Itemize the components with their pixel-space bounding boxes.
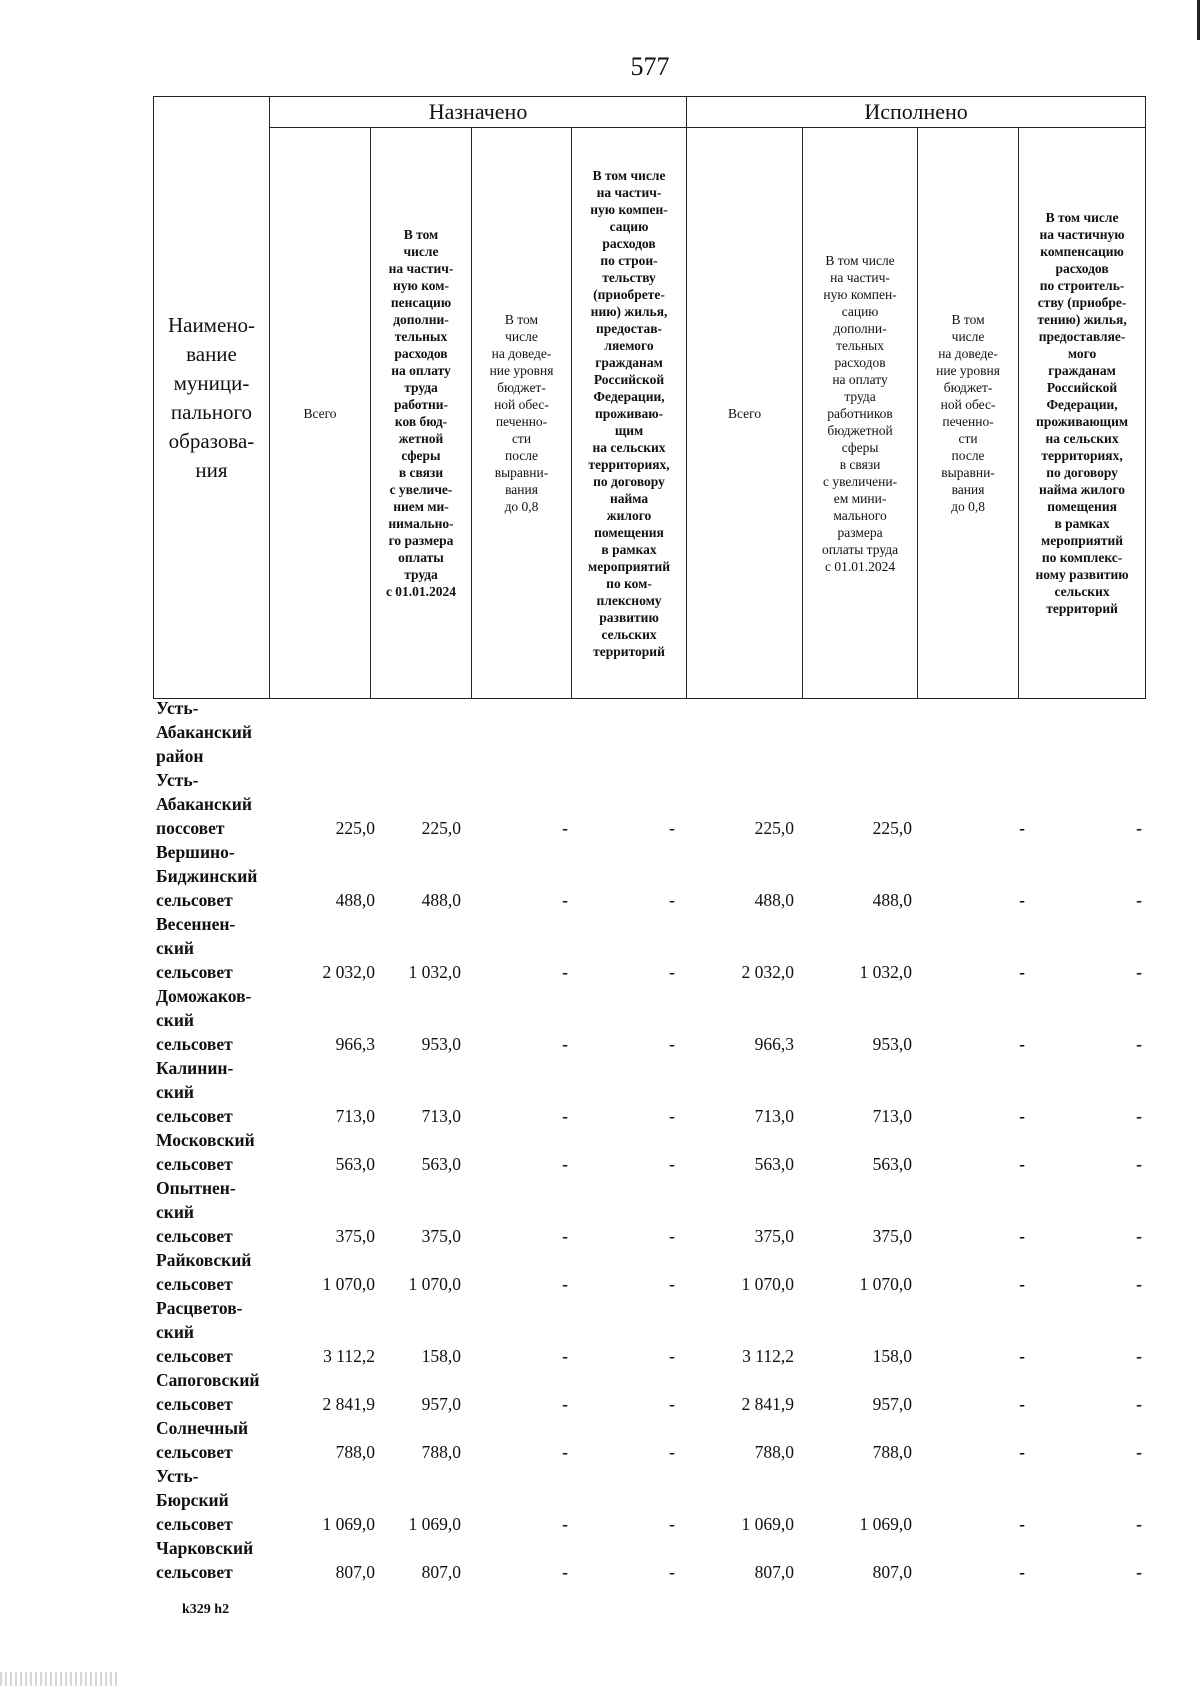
assigned-balance-cell: -: [562, 1346, 568, 1366]
municipality-name-line: ский: [156, 1010, 195, 1030]
municipality-name: [156, 1128, 276, 1176]
assigned-min-wage-cell: 563,0: [421, 1154, 461, 1174]
table-row: [156, 1416, 1156, 1464]
municipality-name-line: Сапоговский: [156, 1370, 260, 1390]
assigned-min-wage-cell: 375,0: [421, 1226, 461, 1246]
municipality-name-line: сельсовет: [156, 1274, 233, 1294]
municipality-name-line: сельсовет: [156, 962, 233, 982]
municipality-name-line: сельсовет: [156, 1346, 233, 1366]
executed-balance-header: В том числе на доведе- ние уровня бюджет- ной обес- печенно- сти после выравни- вания до 0,8: [918, 128, 1019, 699]
executed-balance-cell: -: [1019, 1106, 1025, 1126]
municipality-name: [156, 1368, 276, 1416]
assigned-total-header: Всего: [270, 128, 371, 699]
table-row: [156, 1464, 1156, 1536]
municipality-name-line: сельсовет: [156, 1034, 233, 1054]
executed-total-cell: 488,0: [754, 890, 794, 910]
municipality-name-line: сельсовет: [156, 1106, 233, 1126]
municipality-name-line: Усть-: [156, 1466, 199, 1486]
assigned-total-cell: 488,0: [335, 890, 375, 910]
assigned-housing-cell: -: [669, 1274, 675, 1294]
executed-balance-cell: -: [1019, 1226, 1025, 1246]
municipality-name-line: сельсовет: [156, 1562, 233, 1582]
executed-group-header: Исполнено: [687, 97, 1146, 128]
municipality-name-line: Калинин-: [156, 1058, 234, 1078]
assigned-total-cell: 563,0: [335, 1154, 375, 1174]
assigned-total-cell: 225,0: [335, 818, 375, 838]
assigned-total-cell: 1 070,0: [322, 1274, 375, 1294]
table-row: [156, 1248, 1156, 1296]
assigned-balance-cell: -: [562, 1562, 568, 1582]
assigned-min-wage-cell: 1 070,0: [408, 1274, 461, 1294]
assigned-total-cell: 807,0: [335, 1562, 375, 1582]
assigned-min-wage-cell: 788,0: [421, 1442, 461, 1462]
assigned-min-wage-cell: 957,0: [421, 1394, 461, 1414]
table-row: [156, 1296, 1156, 1368]
table-row: [156, 1536, 1156, 1584]
municipality-name-line: Опытнен-: [156, 1178, 236, 1198]
executed-min-wage-cell: 158,0: [872, 1346, 912, 1366]
assigned-min-wage-cell: 1 032,0: [408, 962, 461, 982]
municipality-name: [156, 1056, 276, 1128]
executed-min-wage-cell: 957,0: [872, 1394, 912, 1414]
assigned-housing-cell: -: [669, 1346, 675, 1366]
municipality-name-line: ский: [156, 1322, 195, 1342]
municipality-name-line: Солнечный: [156, 1418, 249, 1438]
executed-total-cell: 2 841,9: [741, 1394, 794, 1414]
assigned-balance-cell: -: [562, 1034, 568, 1054]
executed-min-wage-cell: 488,0: [872, 890, 912, 910]
municipality-name-line: Вершино-: [156, 842, 235, 862]
executed-housing-cell: -: [1136, 1154, 1142, 1174]
executed-min-wage-cell: 1 069,0: [859, 1514, 912, 1534]
municipality-name-line: ский: [156, 938, 195, 958]
executed-housing-cell: -: [1136, 1274, 1142, 1294]
assigned-total-cell: 788,0: [335, 1442, 375, 1462]
executed-housing-cell: -: [1136, 1226, 1142, 1246]
executed-total-cell: 563,0: [754, 1154, 794, 1174]
assigned-housing-cell: -: [669, 890, 675, 910]
assigned-housing-cell: -: [669, 1562, 675, 1582]
executed-min-wage-cell: 225,0: [872, 818, 912, 838]
municipality-name-line: сельсовет: [156, 1442, 233, 1462]
executed-balance-cell: -: [1019, 1034, 1025, 1054]
assigned-balance-cell: -: [562, 1154, 568, 1174]
municipality-name: [156, 1248, 276, 1296]
assigned-total-cell: 2 841,9: [322, 1394, 375, 1414]
executed-min-wage-cell: 713,0: [872, 1106, 912, 1126]
municipality-name: [156, 768, 276, 840]
municipality-name: [156, 1416, 276, 1464]
executed-total-cell: 1 069,0: [741, 1514, 794, 1534]
executed-min-wage-cell: 953,0: [872, 1034, 912, 1054]
assigned-total-cell: 966,3: [335, 1034, 375, 1054]
row-list: [156, 768, 1156, 1584]
municipality-name-line: сельсовет: [156, 1394, 233, 1414]
assigned-balance-header: В том числе на доведе- ние уровня бюджет- ной обес- печенно- сти после выравни- вания до 0,8: [472, 128, 572, 699]
municipality-name-line: Доможаков-: [156, 986, 252, 1006]
assigned-housing-cell: -: [669, 1226, 675, 1246]
executed-balance-cell: -: [1019, 1346, 1025, 1366]
municipality-name: [156, 1176, 276, 1248]
executed-total-cell: 375,0: [754, 1226, 794, 1246]
table-row: [156, 768, 1156, 840]
scan-artifact: [0, 1672, 120, 1686]
executed-housing-cell: -: [1136, 1514, 1142, 1534]
municipality-name: [156, 840, 276, 912]
assigned-min-wage-cell: 807,0: [421, 1562, 461, 1582]
assigned-balance-cell: -: [562, 1514, 568, 1534]
municipality-name-line: Райковский: [156, 1250, 252, 1270]
municipality-name: [156, 912, 276, 984]
assigned-min-wage-header: В том числе на частич- ную ком- пенсацию дополни- тельных расходов на оплату труда работни- ков бюд- жетной сферы в связи с увеличе- нием ми- нимально- го размера оплаты труда с 01.01.2024: [371, 128, 472, 699]
executed-balance-cell: -: [1019, 1154, 1025, 1174]
executed-balance-cell: -: [1019, 962, 1025, 982]
table-row: [156, 1368, 1156, 1416]
assigned-housing-cell: -: [669, 1442, 675, 1462]
executed-total-cell: 1 070,0: [741, 1274, 794, 1294]
footer-code: k329 h2: [182, 1602, 230, 1617]
assigned-housing-cell: -: [669, 1514, 675, 1534]
municipality-name-line: ский: [156, 1082, 195, 1102]
municipality-name-header: Наимено- вание муници- пального образова- ния: [154, 97, 270, 699]
table-header: [153, 96, 1146, 699]
assigned-housing-cell: -: [669, 1106, 675, 1126]
assigned-balance-cell: -: [562, 962, 568, 982]
assigned-housing-cell: -: [669, 962, 675, 982]
municipality-name-line: сельсовет: [156, 1154, 233, 1174]
executed-total-cell: 966,3: [754, 1034, 794, 1054]
assigned-balance-cell: -: [562, 1394, 568, 1414]
table-row: [156, 912, 1156, 984]
assigned-total-cell: 713,0: [335, 1106, 375, 1126]
executed-balance-cell: -: [1019, 818, 1025, 838]
table-row: [156, 1176, 1156, 1248]
executed-total-cell: 807,0: [754, 1562, 794, 1582]
assigned-min-wage-cell: 713,0: [421, 1106, 461, 1126]
municipality-name-line: Бюрский: [156, 1490, 229, 1510]
assigned-housing-cell: -: [669, 818, 675, 838]
assigned-min-wage-cell: 953,0: [421, 1034, 461, 1054]
assigned-min-wage-cell: 158,0: [421, 1346, 461, 1366]
municipality-name-line: Усть-: [156, 770, 199, 790]
municipality-name: [156, 1296, 276, 1368]
assigned-min-wage-cell: 225,0: [421, 818, 461, 838]
executed-balance-cell: -: [1019, 890, 1025, 910]
executed-min-wage-cell: 807,0: [872, 1562, 912, 1582]
executed-balance-cell: -: [1019, 1442, 1025, 1462]
municipality-name-line: Московский: [156, 1130, 255, 1150]
executed-balance-cell: -: [1019, 1562, 1025, 1582]
assigned-group-header: Назначено: [270, 97, 687, 128]
district-title: Усть- Абаканский район: [156, 698, 252, 766]
table-row: [156, 840, 1156, 912]
assigned-housing-cell: -: [669, 1034, 675, 1054]
executed-housing-cell: -: [1136, 890, 1142, 910]
municipality-name-line: поссовет: [156, 818, 225, 838]
assigned-balance-cell: -: [562, 890, 568, 910]
executed-housing-cell: -: [1136, 1442, 1142, 1462]
executed-housing-cell: -: [1136, 1034, 1142, 1054]
executed-min-wage-cell: 375,0: [872, 1226, 912, 1246]
executed-total-cell: 225,0: [754, 818, 794, 838]
executed-min-wage-cell: 788,0: [872, 1442, 912, 1462]
assigned-housing-cell: -: [669, 1154, 675, 1174]
municipality-name-line: Биджинский: [156, 866, 258, 886]
page-number: 577: [630, 52, 670, 81]
executed-balance-cell: -: [1019, 1514, 1025, 1534]
executed-total-cell: 3 112,2: [742, 1346, 794, 1366]
assigned-housing-header: В том числе на частич- ную компен- сацию расходов по строи- тельству (приобрете- нию) жилья, предостав- ляемого гражданам Российской Федерации, проживаю- щим на сельских территориях, по договору найма жилого помещения в рамках мероприятий по ком- плексному развитию сельских территорий: [572, 128, 687, 699]
table-body: [156, 696, 1156, 1584]
assigned-balance-cell: -: [562, 1106, 568, 1126]
executed-min-wage-header: В том числе на частич- ную компен- сацию дополни- тельных расходов на оплату труда работников бюджетной сферы в связи с увеличени- ем мини- мального размера оплаты труда с 01.01.2024: [803, 128, 918, 699]
executed-housing-cell: -: [1136, 962, 1142, 982]
municipality-name-line: сельсовет: [156, 1514, 233, 1534]
executed-balance-cell: -: [1019, 1274, 1025, 1294]
assigned-balance-cell: -: [562, 1442, 568, 1462]
municipality-name-line: сельсовет: [156, 890, 233, 910]
municipality-name-line: Весеннен-: [156, 914, 236, 934]
executed-housing-cell: -: [1136, 818, 1142, 838]
executed-min-wage-cell: 1 070,0: [859, 1274, 912, 1294]
assigned-balance-cell: -: [562, 1226, 568, 1246]
table-row: [156, 1056, 1156, 1128]
executed-total-header: Всего: [687, 128, 803, 699]
assigned-min-wage-cell: 488,0: [421, 890, 461, 910]
municipality-name-line: Чарковский: [156, 1538, 254, 1558]
assigned-housing-cell: -: [669, 1394, 675, 1414]
executed-housing-cell: -: [1136, 1562, 1142, 1582]
municipality-name: [156, 984, 276, 1056]
assigned-balance-cell: -: [562, 818, 568, 838]
municipality-name-line: Абаканский: [156, 794, 252, 814]
executed-housing-header: В том числе на частичную компенсацию расходов по строитель- ству (приобре- тению) жилья, предоставляе- мого гражданам Российской Федерации, проживающим на сельских территориях, по договору найма жилого помещения в рамках мероприятий по комплекс- ному развитию сельских территорий: [1019, 128, 1146, 699]
assigned-total-cell: 1 069,0: [322, 1514, 375, 1534]
executed-min-wage-cell: 563,0: [872, 1154, 912, 1174]
municipality-name: [156, 1536, 276, 1584]
municipality-name-line: ский: [156, 1202, 195, 1222]
assigned-total-cell: 2 032,0: [322, 962, 375, 982]
assigned-balance-cell: -: [562, 1274, 568, 1294]
executed-housing-cell: -: [1136, 1106, 1142, 1126]
executed-balance-cell: -: [1019, 1394, 1025, 1414]
executed-total-cell: 2 032,0: [741, 962, 794, 982]
executed-housing-cell: -: [1136, 1346, 1142, 1366]
assigned-min-wage-cell: 1 069,0: [408, 1514, 461, 1534]
assigned-total-cell: 3 112,2: [323, 1346, 375, 1366]
municipality-name-line: Расцветов-: [156, 1298, 243, 1318]
table-row: [156, 984, 1156, 1056]
table-row: [156, 1128, 1156, 1176]
executed-total-cell: 788,0: [754, 1442, 794, 1462]
municipality-name: [156, 1464, 276, 1536]
assigned-total-cell: 375,0: [335, 1226, 375, 1246]
executed-housing-cell: -: [1136, 1394, 1142, 1414]
executed-total-cell: 713,0: [754, 1106, 794, 1126]
executed-min-wage-cell: 1 032,0: [859, 962, 912, 982]
municipality-name-line: сельсовет: [156, 1226, 233, 1246]
